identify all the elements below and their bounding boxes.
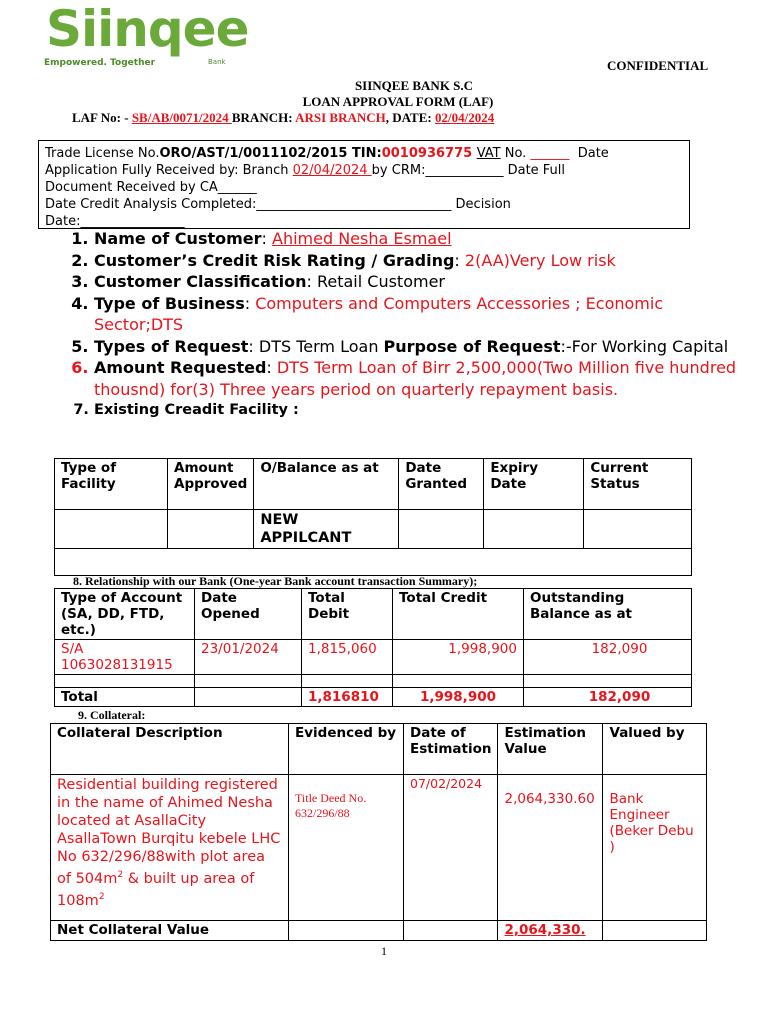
facility-cell [584,510,692,549]
amount-requested: DTS Term Loan of Birr 2,500,000(Two Million five hundred thousnd) for(3) Three years period on quarterly repayment basis. [94,358,737,399]
empty-cell [404,921,498,941]
vat-blank: ______ [530,146,570,161]
item-label: Customer Classification [94,272,307,291]
relationship-header: Type of Account (SA, DD, FTD, etc.) [55,589,195,640]
superscript: 2 [117,870,124,880]
confidential-label: CONFIDENTIAL [607,58,709,73]
application-received-date: 02/04/2024 [292,163,372,178]
valued-by-cell: Bank Engineer (Beker Debu ) [603,775,707,921]
credit-rating: 2(AA)Very Low risk [464,250,616,270]
facility-header: Expiry Date [484,459,584,510]
page-number: 1 [381,944,387,958]
total-debit-cell: 1,815,060 [302,640,393,675]
total-credit-cell: 1,998,900 [393,640,524,675]
collateral-table [50,723,707,941]
collateral-header: Valued by [603,724,707,775]
document-received-text: Document Received by CA______ [45,180,257,195]
credit-analysis-text: Date Credit Analysis Completed:______________________________ Decision [45,197,511,212]
facility-cell [399,510,484,549]
net-collateral-label: Net Collateral Value [51,921,289,941]
account-cell: S/A 1063028131915 [55,640,195,675]
facility-cell [168,510,254,549]
customer-info-list [48,228,754,422]
empty-cell [393,675,524,688]
estimation-value-cell: 2,064,330.60 [498,775,603,921]
empty-cell [603,921,707,941]
collateral-header: Collateral Description [51,724,289,775]
logo-bank-word: Bank [208,58,226,66]
decision-date-text: Date:________________ [45,214,185,229]
laf-label: LAF No: - [72,110,132,125]
item-label: Amount Requested [94,358,267,377]
tin-label: TIN: [351,146,382,161]
trade-license-label: Trade License No. [45,146,160,161]
facility-cell [484,510,584,549]
item-label: Customer’s Credit Risk Rating / Grading [94,250,455,270]
form-date: 02/04/2024 [434,110,495,125]
item-label: Types of Request [94,336,249,356]
empty-cell [302,675,393,688]
total-credit-sum: 1,998,900 [393,688,524,707]
branch-label: BRANCH: [231,110,296,125]
bank-logo [40,0,249,72]
collateral-header: Evidenced by [289,724,404,775]
item-existing-facility [94,400,754,422]
item-request-type: 5. Types of Request: DTS Term Loan Purpose of Request:-For Working Capital [94,336,754,358]
tin-number: 0010936775 [381,146,477,161]
vat-label: VAT [476,146,501,161]
purpose-label: Purpose of Request [383,336,561,356]
relationship-header: Date Opened [195,589,302,640]
item-customer-name: 1. Name of Customer: Ahimed Nesha Esmael [94,228,754,250]
laf-line [72,110,494,126]
description-text: Residential building registered in the name of Ahimed Nesha located at AsallaCity AsallaTown Burqitu kebele LHC No 632/296/88with plot area of 504m [57,777,281,887]
customer-name: Ahimed Nesha Esmael [272,229,452,248]
classification: Retail Customer [316,272,445,291]
date-label: , DATE: [385,110,435,125]
collateral-header: Date of Estimation [404,724,498,775]
relationship-table [54,588,692,707]
item-label: Type of Business [94,293,245,313]
total-debit-sum: 1,816810 [302,688,393,707]
section-9-title: 9. Collateral: [78,708,146,722]
form-title: LOAN APPROVAL FORM (LAF) [302,94,494,109]
vat-suffix: No. [500,146,531,161]
new-applicant-cell: NEW APPILCANT [254,510,399,549]
trade-license-number: ORO/AST/1/0011102/2015 [159,146,352,161]
relationship-header: Total Debit [302,589,393,640]
facility-header: Date Granted [399,459,484,510]
item-business-type: 4. Type of Business: Computers and Computers Accessories ; Economic Sector;DTS [94,293,754,336]
laf-number: SB/AB/0071/2024 [131,110,232,125]
empty-cell [195,688,302,707]
business-type: Computers and Computers Accessories ; Economic Sector;DTS [94,293,664,334]
net-collateral-value: 2,064,330. [498,921,603,941]
facility-header: Type of Facility [55,459,168,510]
estimation-date-cell: 07/02/2024 [404,775,498,921]
section-8-title: 8. Relationship with our Bank (One-year Bank account transaction Summary); [73,574,478,588]
item-credit-rating: 2. Customer’s Credit Risk Rating / Grading: 2(AA)Very Low risk [94,250,754,272]
bank-name: SIINQEE BANK S.C [354,78,474,93]
outstanding-cell: 182,090 [524,640,692,675]
existing-facility-label: Existing Creadit Facility : [94,402,299,418]
application-received-text: Application Fully Received by: Branch [45,163,293,178]
empty-cell [195,675,302,688]
collateral-header: Estimation Value [498,724,603,775]
evidence-cell: Title Deed No. 632/296/88 [289,775,404,921]
item-label: Name of Customer [94,229,262,248]
description-text-2: & built up area of 108m [57,870,255,909]
item-amount-requested: 6. Amount Requested: DTS Term Loan of Birr 2,500,000(Two Million five hundred thousnd) for(3) Three years period on quarterly repayment basis. [94,357,754,400]
empty-cell [55,675,195,688]
outstanding-sum: 182,090 [524,688,692,707]
superscript: 2 [98,891,105,902]
purpose-value: :-For Working Capital [560,336,729,356]
by-crm-text: by CRM:____________ Date Full [371,163,566,178]
relationship-header: Outstanding Balance as at [524,589,692,640]
date-opened-cell: 23/01/2024 [195,640,302,675]
application-info-box [38,140,690,229]
facility-header: O/Balance as at [254,459,399,510]
date-word: Date [577,146,609,161]
existing-facility-table [54,458,692,576]
collateral-description [51,775,289,921]
facility-empty-row [55,549,692,576]
logo-tagline: Empowered. Together [44,58,156,68]
request-type: DTS Term Loan [258,336,384,356]
facility-header: Amount Approved [168,459,254,510]
facility-cell [55,510,168,549]
empty-cell [289,921,404,941]
item-classification: 3. Customer Classification: Retail Customer [94,271,754,293]
facility-header: Current Status [584,459,692,510]
logo-wordmark: Siinqee [46,0,249,58]
relationship-header: Total Credit [393,589,524,640]
total-label: Total [55,688,195,707]
branch-name: ARSI BRANCH [295,110,386,125]
empty-cell [524,675,692,688]
